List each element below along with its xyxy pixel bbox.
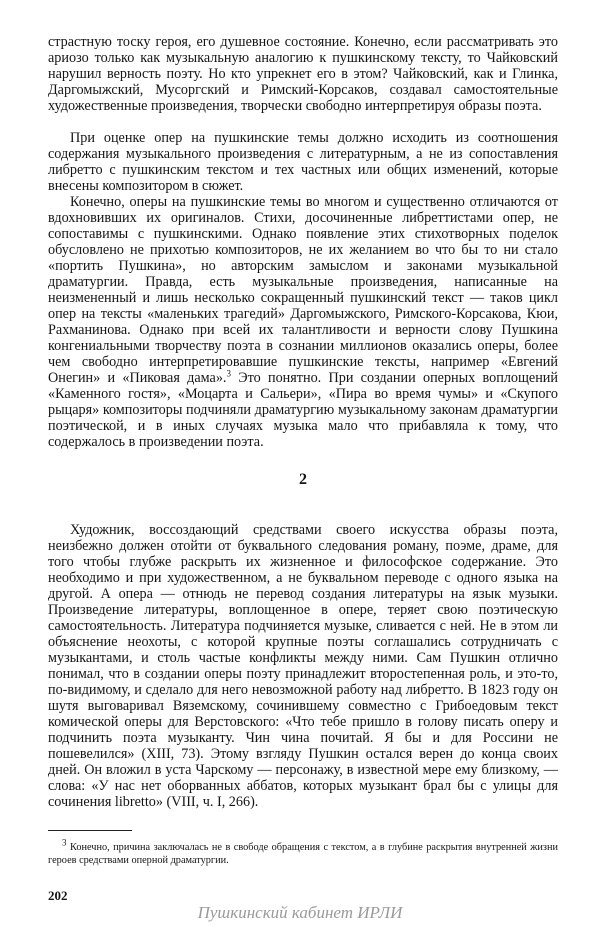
footnote-text: Конечно, причина заключалась не в свободе обращения с текстом, а в глубине раскрытия внутренней жизни героев средствами оперной драматургии.	[48, 842, 558, 866]
footnote-divider	[48, 830, 132, 831]
page-number: 202	[48, 888, 68, 903]
footnote-mark: 3	[62, 837, 67, 848]
footnote	[48, 837, 558, 867]
paragraph-continuation: страстную тоску героя, его душевное состояние. Конечно, если рассматривать это ариозо только как музыкальную аналогию к пушкинскому тексту, то Чайковский нарушил верность поэту. Но кто упрекнет его в этом? Чайковский, как и Глинка, Даргомыжский, Мусоргский и Римский-Корсаков, создавал самостоятельные художественные произведения, творчески свободно интерпретируя образы поэта.	[48, 34, 558, 114]
paragraph-opera-assessment: При оценке опер на пушкинские темы должно исходить из соотношения содержания музыкального произведения с литературным, а не из сопоставления либретто с пушкинским текстом и тех частных или общих изменений, которые внесены композитором в сюжет.	[48, 130, 558, 194]
footnote-reference[interactable]: 3	[226, 368, 231, 379]
paragraph-differences	[48, 194, 558, 450]
page-body	[48, 34, 558, 867]
paragraph-differences-text: Конечно, оперы на пушкинские темы во многом и существенно отличаются от вдохновивших их оригиналов. Стихи, досочиненные либреттистами опер, не сопоставимы с пушкинскими. Однако появление этих стихотворных поделок обусловлено не прихотью композиторов, не их желанием во что бы то ни стало «портить Пушкина», но авторским замыслом и законами музыкальной драматургии. Правда, есть музыкальные произведения, написанные на неизмененный и лишь несколько сокращенный пушкинский текст — таков цикл опер на тексты «маленьких трагедий» Даргомыжского, Римского-Корсакова, Кюи, Рахманинова. Однако при всей их талантливости и верности слову Пушкина конгениальными творчеству поэта в сознании миллионов оказались оперы, более чем свободно интерпретировавшие пушкинские тексты, например «Евгений Онегин» и «Пиковая дама».	[48, 194, 558, 386]
watermark: Пушкинский кабинет ИРЛИ	[197, 903, 403, 922]
paragraph-gap	[48, 114, 558, 130]
section-number: 2	[299, 471, 307, 488]
paragraph-differences-text-cont: Это понятно. При создании оперных воплощений «Каменного гостя», «Моцарта и Сальери», «Пира во время чумы» и «Скупого рыцаря» композиторы подчиняли драматургию музыкальному законам драматургии поэтической, и в иных случаях музыка мало что прибавляла к тому, что содержалось в произведении поэта.	[48, 370, 558, 450]
paragraph-section-two: Художник, воссоздающий средствами своего искусства образы поэта, неизбежно должен отойти от буквального следования роману, поэме, драме, для того чтобы глубже раскрыть их жизненное и философское содержание. Это необходимо и при художественном, а не буквальном переводе с одного языка на другой. А опера — отнюдь не перевод создания литературы на язык музыки. Произведение литературы, воплощенное в опере, теряет свою поэтическую самостоятельность. Литература подчиняется музыке, сливается с ней. Не в этом ли объяснение неохоты, с которой крупные поэты соглашались сотрудничать с музыкантами, и столь частые конфликты между ними. Сам Пушкин отлично понимал, что в создании оперы поэту принадлежит второстепенная роль, и это-то, по-видимому, и сделало для него невозможной работу над либретто. В 1823 году он шутя выговаривал Вяземскому, сочинившему совместно с Грибоедовым текст комической оперы для Верстовского: «Что тебе пришло в голову писать оперу и подчинить поэта музыканту. Чин чина почитай. Я бы и для Россини не пошевелился» (XIII, 73). Этому взгляду Пушкин остался верен до конца своих дней. Он вложил в уста Чарскому — персонажу, в известной мере ему близкому, — слова: «У нас нет оборванных аббатов, которых музыкант брал бы с улицы для сочинения libretto» (VIII, ч. I, 266).	[48, 522, 558, 810]
